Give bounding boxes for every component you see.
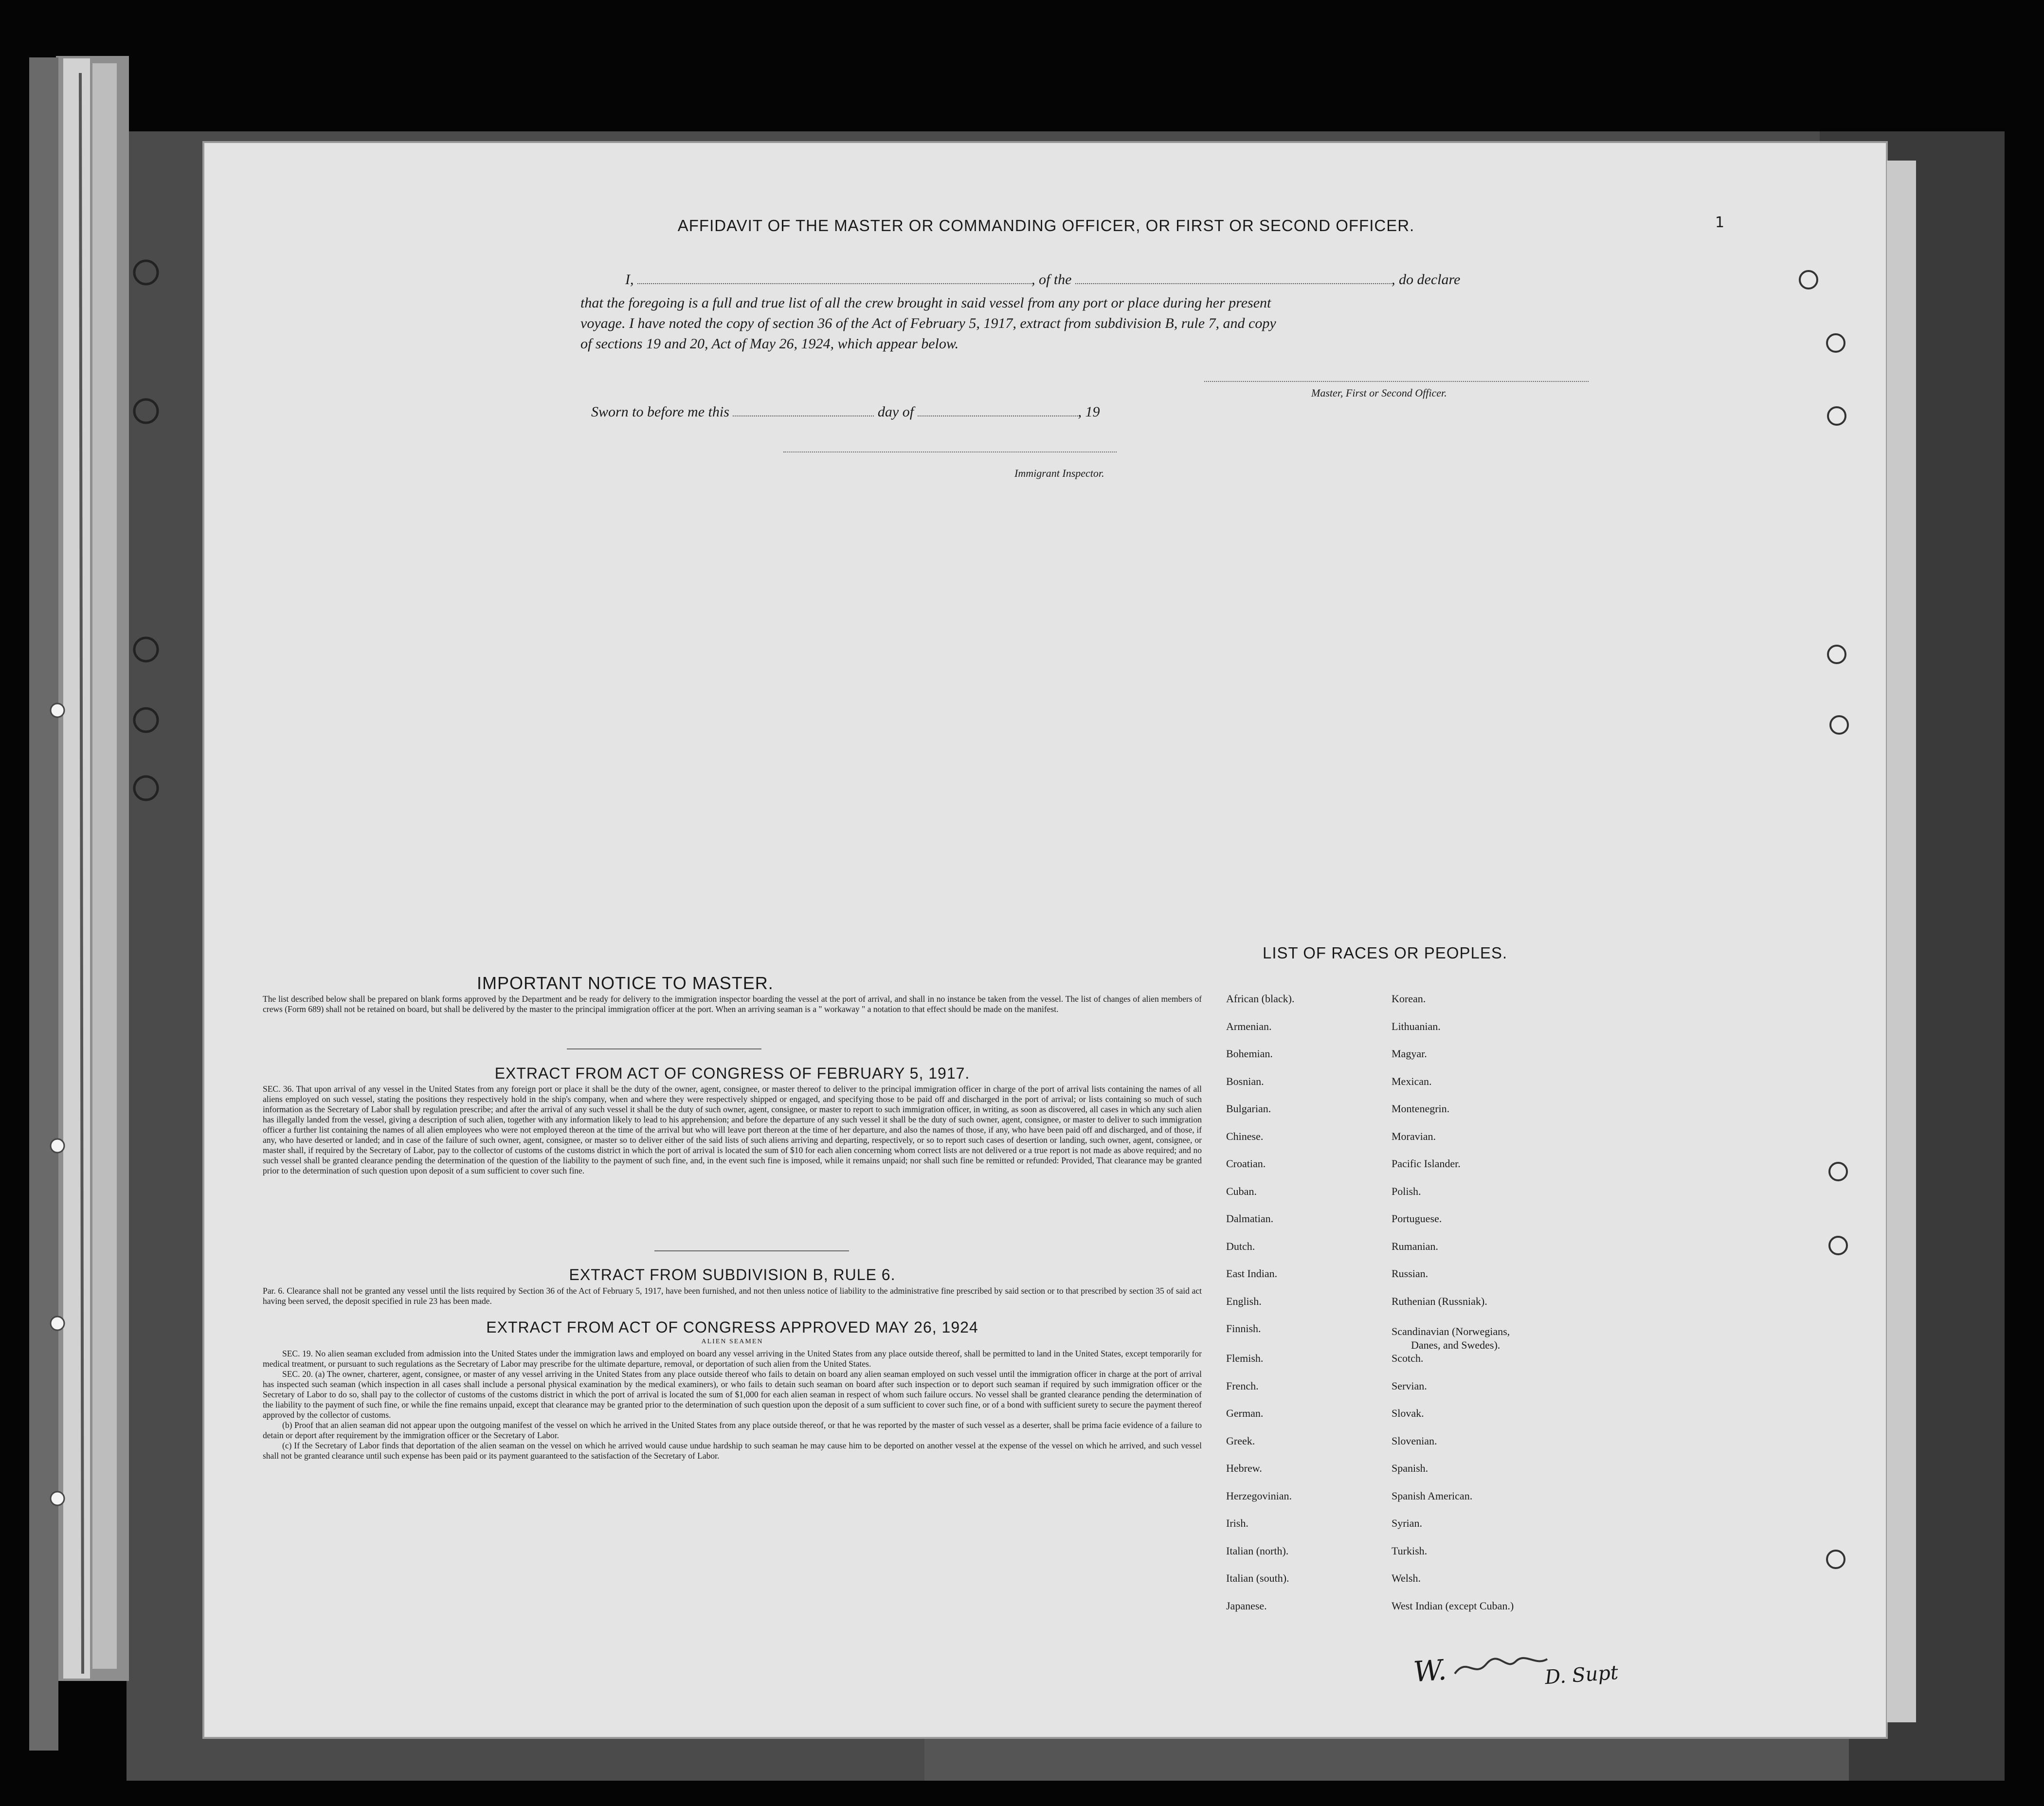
race-item: Dalmatian. bbox=[1226, 1212, 1274, 1225]
sworn-line bbox=[591, 404, 1100, 420]
race-item: Ruthenian (Russniak). bbox=[1392, 1295, 1487, 1307]
sworn-month-blank[interactable] bbox=[918, 405, 1078, 416]
affidavit-title: AFFIDAVIT OF THE MASTER OR COMMANDING OFFICER, OR FIRST OR SECOND OFFICER. bbox=[677, 217, 1415, 235]
race-item: Dutch. bbox=[1226, 1240, 1255, 1252]
race-item: Greek. bbox=[1226, 1434, 1255, 1447]
race-item: East Indian. bbox=[1226, 1267, 1278, 1280]
race-item: Chinese. bbox=[1226, 1130, 1264, 1142]
section-20-text: SEC. 20. (a) The owner, charterer, agent, consignee, or master of any vessel arriving in the United States from any place outside thereof who fails to detain on board any alien seaman employed on such vessel until the immigration officer in charge at the port of arrival has inspected such seaman (which inspection in all cases shall include a personal physical examination by the medical examiners), or who fails to detain such seaman on board after such inspection or to deport such seaman if required by such immigration officer or the Secretary of Labor to do so, shall pay to the collector of customs of the customs district in which the port of arrival is located the sum of $1,000 for each alien seaman in respect of whom such failure occurs. No vessel shall be granted clearance pending the determination of the liability to the payment of such fine, or while the fine remains unpaid, except that clearance may be granted prior to the determination of such question upon the deposit of a sum sufficient to cover such fine, or of a bond with sufficient surety to secure the payment thereof approved by the collector of customs. bbox=[263, 1369, 1202, 1420]
race-item: Russian. bbox=[1392, 1267, 1429, 1280]
affidavit-of-the: , of the bbox=[1031, 271, 1072, 288]
signature-scrawl bbox=[1452, 1652, 1550, 1681]
race-item: Finnish. bbox=[1226, 1322, 1261, 1335]
sworn-year: , 19 bbox=[1078, 404, 1100, 420]
extract-1917-title: EXTRACT FROM ACT OF CONGRESS OF FEBRUARY 5, 1917. bbox=[494, 1065, 970, 1082]
master-caption: Master, First or Second Officer. bbox=[1311, 387, 1447, 399]
rule-6-title: EXTRACT FROM SUBDIVISION B, RULE 6. bbox=[569, 1266, 896, 1283]
race-item: Italian (south). bbox=[1226, 1572, 1289, 1584]
extract-1917-text: SEC. 36. That upon arrival of any vessel in the United States from any foreign port or place it shall be the duty of the owner, agent, consignee, or master thereof to deliver to the principal immigration officer in charge of the port of arrival lists containing the names of all aliens employed on such vessel, stating the positions they respectively hold in the ship's company, when and where they were respectively shipped or engaged, and specifying those to be paid off and discharged in the port of arrival; or lists containing so much of such information as the Secretary of Labor shall by regulation prescribe; and after the arrival of any such vessel it shall be the duty of such owner, agent, consignee, or master to report to such immigration officer, in writing, as soon as discovered, all cases in which any such alien has illegally landed from the vessel, giving a description of such alien, together with any information likely to lead to his apprehension; and before the departure of any such vessel it shall be the duty of such owner, agent, consignee, or master to deliver to such immigration officer a further list containing the names of all alien employees who were not employed thereon at the time of the arrival but who will leave port thereon at the time of her departure, and also the names of those, if any, who have been paid off and discharged, and of those, if any, who have deserted or landed; and in case of the failure of such owner, agent, consignee, or master so to deliver either of the said lists of such aliens arriving and departing, respectively, or so to report such cases of desertion or landing, such owner, agent, consignee, or master shall, if required by the Secretary of Labor, pay to the collector of customs of the customs district in which the port of arrival is located the sum of $10 for each alien concerning whom correct lists are not delivered or a true report is not made as above required; and no such vessel shall be granted clearance pending the determination of the question of the liability to the payment of such fine, and, in the event such fine is imposed, while it remains unpaid; nor shall such fine be remitted or refunded: Provided, That clearance may be granted prior to the determination of such question upon deposit of a sum sufficient to cover such fine. bbox=[263, 1084, 1202, 1175]
race-item: Flemish. bbox=[1226, 1352, 1264, 1364]
race-item: Slovak. bbox=[1392, 1407, 1424, 1419]
sworn-day-blank[interactable] bbox=[733, 405, 874, 416]
vessel-blank[interactable] bbox=[1075, 272, 1392, 284]
extract-1924-text bbox=[263, 1349, 1202, 1461]
race-item: Scandinavian (Norwegians, bbox=[1392, 1325, 1510, 1337]
race-item: Portuguese. bbox=[1392, 1212, 1442, 1225]
races-column-right bbox=[1392, 993, 1664, 1627]
race-item: Bohemian. bbox=[1226, 1047, 1273, 1060]
signature-title: D. Supt bbox=[1544, 1661, 1619, 1689]
race-item: African (black). bbox=[1226, 993, 1295, 1005]
races-title: LIST OF RACES OR PEOPLES. bbox=[1263, 944, 1508, 962]
race-item: Rumanian. bbox=[1392, 1240, 1438, 1252]
rule-6-text: Par. 6. Clearance shall not be granted any vessel until the lists required by Section 36 of the Act of February 5, 1917, have been furnished, and not then unless notice of liability to the administrative fine prescribed by said section or to that prescribed by section 35 of said act having been served, the deposit specified in rule 23 has been made. bbox=[263, 1286, 1202, 1306]
extract-1924-title: EXTRACT FROM ACT OF CONGRESS APPROVED MAY 26, 1924 bbox=[486, 1318, 978, 1336]
extract-1917-divider bbox=[654, 1250, 849, 1251]
affidavit-i: I, bbox=[625, 271, 634, 288]
notice-title: IMPORTANT NOTICE TO MASTER. bbox=[477, 973, 774, 993]
manifest-back-page bbox=[207, 146, 1885, 1737]
race-item: Slovenian. bbox=[1392, 1434, 1437, 1447]
sworn-day-of: day of bbox=[877, 404, 914, 420]
affidavit-do-declare: , do declare bbox=[1392, 271, 1461, 288]
section-20b-text: (b) Proof that an alien seaman did not appear upon the outgoing manifest of the vessel on which he arrived in the United States from any place outside thereof, or that he was reported by the master of such vessel as a deserter, shall be prima facie evidence of a failure to detain or deport after requirement by the immigration officer or the Secretary of Labor. bbox=[263, 1420, 1202, 1440]
race-item: Bosnian. bbox=[1226, 1075, 1264, 1087]
race-item: German. bbox=[1226, 1407, 1264, 1419]
race-item: Spanish American. bbox=[1392, 1489, 1473, 1502]
affidavit-line-2: that the foregoing is a full and true list of all the crew brought in said vessel from any port or place during her present bbox=[580, 295, 1271, 311]
affidavit-line-4: of sections 19 and 20, Act of May 26, 1924, which appear below. bbox=[580, 336, 959, 352]
race-item: West Indian (except Cuban.) bbox=[1392, 1599, 1514, 1612]
race-item: Japanese. bbox=[1226, 1599, 1267, 1612]
race-item: Spanish. bbox=[1392, 1462, 1429, 1474]
race-item: Moravian. bbox=[1392, 1130, 1436, 1142]
race-item: Pacific Islander. bbox=[1392, 1157, 1461, 1170]
race-item: French. bbox=[1226, 1379, 1259, 1392]
race-item: Welsh. bbox=[1392, 1572, 1421, 1584]
notice-divider bbox=[567, 1048, 761, 1049]
race-item: Mexican. bbox=[1392, 1075, 1432, 1087]
race-item: Servian. bbox=[1392, 1379, 1427, 1392]
race-item: Cuban. bbox=[1226, 1185, 1257, 1197]
inspector-caption: Immigrant Inspector. bbox=[1014, 467, 1104, 479]
race-item: Herzegovinian. bbox=[1226, 1489, 1292, 1502]
sworn-text: Sworn to before me this bbox=[591, 404, 729, 420]
race-item: Lithuanian. bbox=[1392, 1020, 1441, 1032]
race-item: Armenian. bbox=[1226, 1020, 1272, 1032]
race-item: Hebrew. bbox=[1226, 1462, 1262, 1474]
master-signature-line[interactable] bbox=[1204, 381, 1589, 382]
race-item: Italian (north). bbox=[1226, 1544, 1289, 1557]
race-item: Croatian. bbox=[1226, 1157, 1266, 1170]
race-item: Polish. bbox=[1392, 1185, 1421, 1197]
race-item: Bulgarian. bbox=[1226, 1102, 1271, 1115]
affidavit-line-3: voyage. I have noted the copy of section 36 of the Act of February 5, 1917, extract from subdivision B, rule 7, and copy bbox=[580, 315, 1276, 331]
race-item: Scotch. bbox=[1392, 1352, 1424, 1364]
race-item: Turkish. bbox=[1392, 1544, 1428, 1557]
section-20c-text: (c) If the Secretary of Labor finds that deportation of the alien seaman on the vessel on which he arrived would cause undue hardship to such seaman he may cause him to be deported on another vessel at the expense of the vessel on which he arrived, and such vessel shall not be granted clearance until such expense has been paid or its payment guaranteed to the satisfaction of the Secretary of Labor. bbox=[263, 1441, 1202, 1461]
race-item: Irish. bbox=[1226, 1517, 1248, 1529]
section-19-text: SEC. 19. No alien seaman excluded from admission into the United States under the immigration laws and employed on board any vessel arriving in the United States from any place outside thereof, shall be permitted to land in the United States, except temporarily for medical treatment, or pursuant to such regulations as the Secretary of Labor may prescribe for the ultimate departure, removal, or deportation of such alien from the United States. bbox=[263, 1349, 1202, 1369]
handwritten-signature: W. bbox=[1412, 1653, 1448, 1689]
affidavit-line-1 bbox=[625, 271, 1460, 288]
handwritten-mark: 1 bbox=[1715, 214, 1725, 231]
extract-1924-subtitle: ALIEN SEAMEN bbox=[701, 1338, 763, 1345]
notice-text: The list described below shall be prepared on blank forms approved by the Department and be ready for delivery to the immigration inspector boarding the vessel at the port of arrival, and shall in no instance be taken from the vessel. The list of changes of alien members of crews (Form 689) shall not be retained on board, but shall be delivered by the master to the principal immigration officer at the port. When an arriving seaman is a " workaway " a notation to that effect should be made on the manifest. bbox=[263, 994, 1202, 1014]
race-item: Magyar. bbox=[1392, 1047, 1427, 1060]
race-item: Syrian. bbox=[1392, 1517, 1422, 1529]
race-item: English. bbox=[1226, 1295, 1262, 1307]
name-blank[interactable] bbox=[637, 272, 1031, 284]
race-item: Korean. bbox=[1392, 993, 1426, 1005]
race-item: Montenegrin. bbox=[1392, 1102, 1450, 1115]
race-item-continued: Danes, and Swedes). bbox=[1411, 1339, 1501, 1351]
